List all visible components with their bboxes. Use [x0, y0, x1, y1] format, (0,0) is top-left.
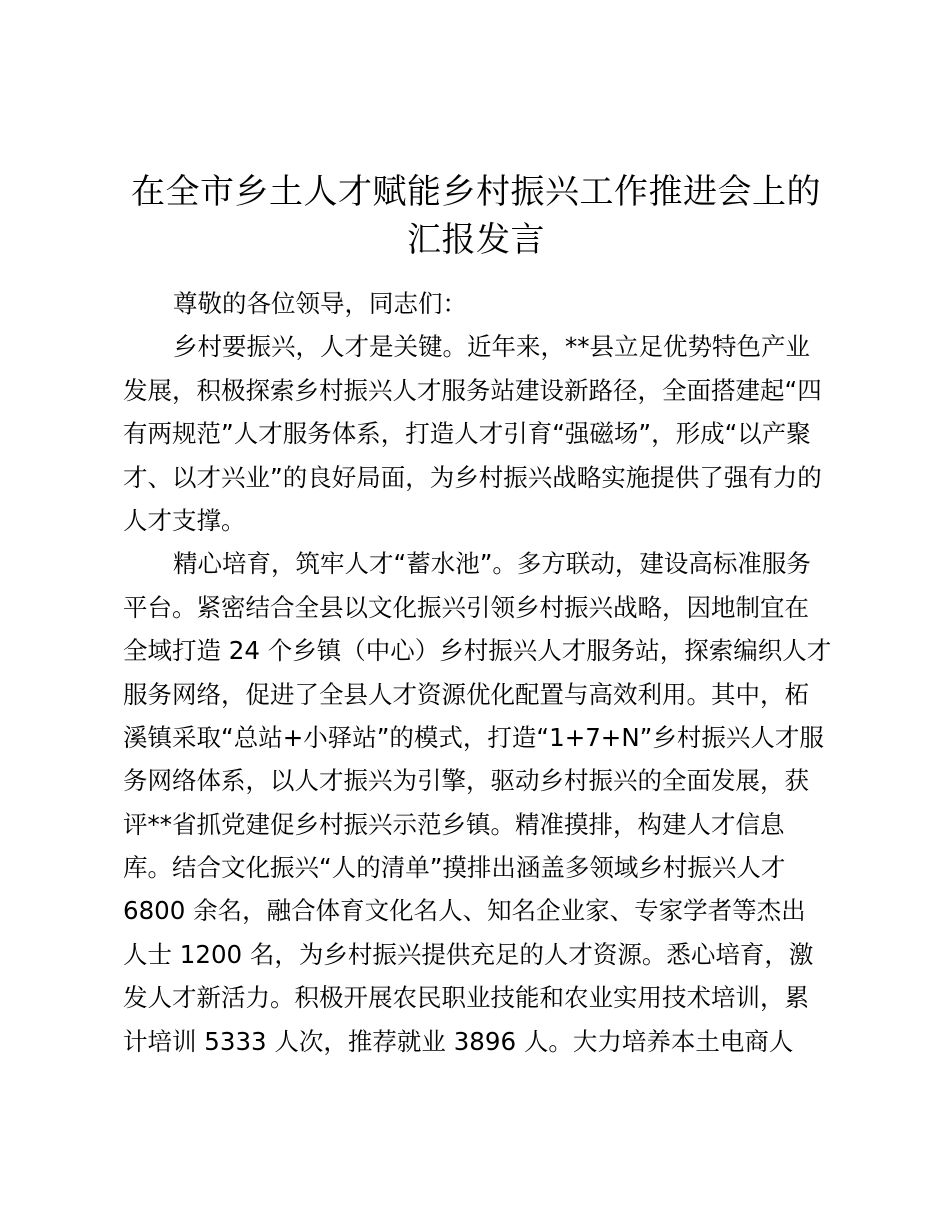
text-line: 发人才新活力。积极开展农民职业技能和农业实用技术培训，累: [123, 983, 809, 1013]
text-line: 全域打造 24 个乡镇（中心）乡村振兴人才服务站，探索编织人才: [123, 636, 832, 666]
title-line-2: 汇报发言: [407, 220, 545, 260]
body-text: [123, 282, 835, 1063]
page-title: [120, 168, 832, 264]
text-line: 务网络体系，以人才振兴为引擎，驱动乡村振兴的全面发展，获: [123, 766, 809, 796]
text-line: 6800 余名，融合体育文化名人、知名企业家、专家学者等杰出: [123, 896, 806, 926]
text-line: 人士 1200 名，为乡村振兴提供充足的人才资源。悉心培育，激: [123, 939, 814, 969]
text-line: 溪镇采取“总站+小驿站”的模式，打造“1+7+N”乡村振兴人才服: [123, 722, 824, 752]
text-line: 乡村要振兴，人才是关键。近年来，**县立足优势特色产业: [173, 332, 810, 362]
text-line: 发展，积极探索乡村振兴人才服务站建设新路径，全面搭建起“四: [123, 375, 822, 405]
text-line: 平台。紧密结合全县以文化振兴引领乡村振兴战略，因地制宜在: [123, 592, 809, 622]
text-line: 人才支撑。: [123, 505, 246, 535]
text-line: 精心培育，筑牢人才“蓄水池”。多方联动，建设高标准服务: [173, 549, 811, 579]
text-line: 库。结合文化振兴“人的清单”摸排出涵盖多领域乡村振兴人才: [123, 853, 786, 883]
text-line: 计培训 5333 人次，推荐就业 3896 人。大力培养本土电商人: [123, 1026, 794, 1056]
text-line: 才、以才兴业”的良好局面，为乡村振兴战略实施提供了强有力的: [123, 462, 822, 492]
salutation: 尊敬的各位领导，同志们：: [173, 289, 467, 318]
text-line: 有两规范”人才服务体系，打造人才引育“强磁场”，形成“以产聚: [123, 419, 811, 449]
title-line-1: 在全市乡土人才赋能乡村振兴工作推进会上的: [131, 172, 821, 212]
text-line: 评**省抓党建促乡村振兴示范乡镇。精准摸排，构建人才信息: [123, 809, 785, 839]
text-line: 服务网络，促进了全县人才资源优化配置与高效利用。其中，柘: [123, 679, 809, 709]
